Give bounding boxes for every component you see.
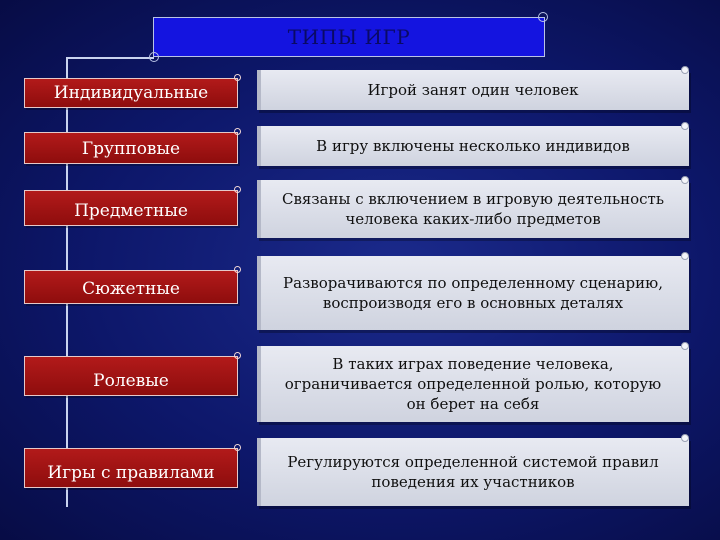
red-curl-6 (234, 444, 241, 451)
type-box-object (24, 190, 238, 226)
scroll-curl-3 (681, 176, 689, 184)
type-label: Индивидуальные (53, 83, 209, 103)
scroll-curl-2 (681, 122, 689, 130)
type-box-individual (24, 78, 238, 108)
diagram-title: ТИПЫ ИГР (153, 17, 545, 57)
scroll-curl-6 (681, 434, 689, 442)
red-curl-5 (234, 352, 241, 359)
red-curl-2 (234, 128, 241, 135)
scroll-curl-4 (681, 252, 689, 260)
type-box-plot (24, 270, 238, 304)
red-curl-4 (234, 266, 241, 273)
desc-text: В игру включены несколько индивидов (316, 137, 630, 155)
desc-box-individual (257, 70, 689, 110)
type-box-group (24, 132, 238, 164)
desc-text: Регулируются определенной системой правил поведения их участников (287, 453, 659, 491)
desc-box-object (257, 180, 689, 238)
title-scroll-curl-top (538, 12, 548, 22)
desc-text: В таких играх поведение человека, ограничивается определенной ролью, которую он берет на себя (284, 355, 662, 413)
desc-box-group (257, 126, 689, 166)
desc-text: Связаны с включением в игровую деятельность человека каких-либо предметов (281, 190, 665, 228)
type-label: Предметные (74, 201, 188, 221)
type-label: Ролевые (93, 371, 169, 391)
type-box-role (24, 356, 238, 396)
desc-box-rules (257, 438, 689, 506)
desc-box-role (257, 346, 689, 422)
desc-box-plot (257, 256, 689, 330)
type-label: Игры с правилами (47, 463, 215, 483)
type-box-rules (24, 448, 238, 488)
scroll-curl-5 (681, 342, 689, 350)
red-curl-3 (234, 186, 241, 193)
type-label: Сюжетные (82, 279, 180, 299)
title-scroll-curl-bottom (149, 52, 159, 62)
scroll-curl-1 (681, 66, 689, 74)
type-label: Групповые (81, 139, 181, 159)
desc-text: Разворачиваются по определенному сценарию, воспроизводя его в основных деталях (283, 274, 663, 312)
desc-text: Игрой занят один человек (367, 81, 579, 99)
red-curl-1 (234, 74, 241, 81)
top-horizontal-line (66, 57, 154, 59)
